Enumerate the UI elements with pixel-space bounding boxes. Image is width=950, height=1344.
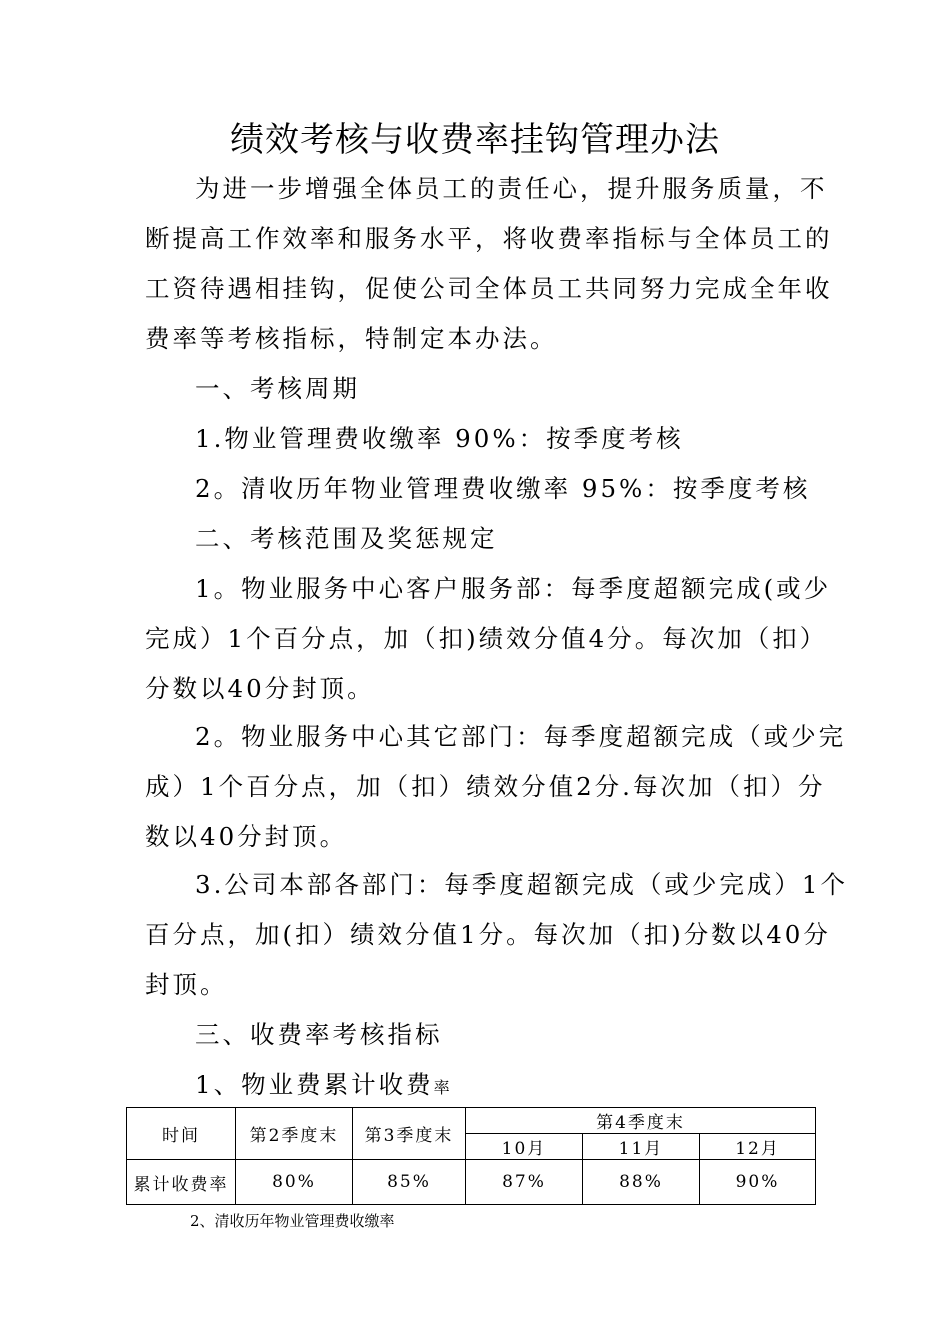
section3-sub1-tail: 率 [433,1078,450,1097]
row-label: 累计收费率 [127,1160,236,1205]
section3-heading: 三、收费率考核指标 [195,1020,443,1049]
header-time: 时间 [127,1108,236,1160]
intro-line-4: 费率等考核指标，特制定本办法。 [145,324,558,353]
section2-item3-line-3: 封顶。 [145,970,228,999]
header-q3: 第3季度末 [353,1108,466,1160]
section1-heading: 一、考核周期 [195,374,360,403]
section1-item-1: 1.物业管理费收缴率 90%：按季度考核 [195,424,684,453]
section2-heading: 二、考核范围及奖惩规定 [195,524,498,553]
value-month-11: 88% [583,1160,700,1205]
value-q2: 80% [236,1160,353,1205]
header-month-12: 12月 [700,1134,816,1160]
section2-item1-line-3: 分数以40分封顶。 [145,674,375,703]
section2-item3-line-1: 3.公司本部各部门：每季度超额完成（或少完成）1个 [195,870,848,899]
section2-item2-line-1: 2。物业服务中心其它部门：每季度超额完成（或少完 [195,722,847,751]
header-month-11: 11月 [583,1134,700,1160]
section2-item2-line-3: 数以40分封顶。 [145,822,348,851]
header-q2: 第2季度末 [236,1108,353,1160]
table-row [127,1160,816,1205]
section3-sub2-heading: 2、清收历年物业管理费收缴率 [190,1212,395,1230]
section2-item1-line-1: 1。物业服务中心客户服务部：每季度超额完成(或少 [195,574,832,603]
value-month-12: 90% [700,1160,816,1205]
collection-rate-table [126,1107,816,1205]
header-month-10: 10月 [466,1134,583,1160]
section2-item1-line-2: 完成）1个百分点，加（扣)绩效分值4分。每次加（扣） [145,624,828,653]
document-title: 绩效考核与收费率挂钩管理办法 [230,120,720,160]
section2-item3-line-2: 百分点，加(扣）绩效分值1分。每次加（扣)分数以40分 [145,920,831,949]
section3-sub1-heading [195,1066,825,1101]
intro-line-1: 为进一步增强全体员工的责任心，提升服务质量，不 [195,174,828,203]
header-q4: 第4季度末 [466,1108,816,1134]
intro-line-2: 断提高工作效率和服务水平，将收费率指标与全体员工的 [145,224,833,253]
value-q3: 85% [353,1160,466,1205]
value-month-10: 87% [466,1160,583,1205]
section2-item2-line-2: 成）1个百分点，加（扣）绩效分值2分.每次加（扣）分 [145,772,826,801]
intro-line-3: 工资待遇相挂钩，促使公司全体员工共同努力完成全年收 [145,274,833,303]
section1-item-2: 2。清收历年物业管理费收缴率 95%：按季度考核 [195,474,811,503]
section3-sub1-main: 1、物业费累计收费 [195,1070,434,1099]
